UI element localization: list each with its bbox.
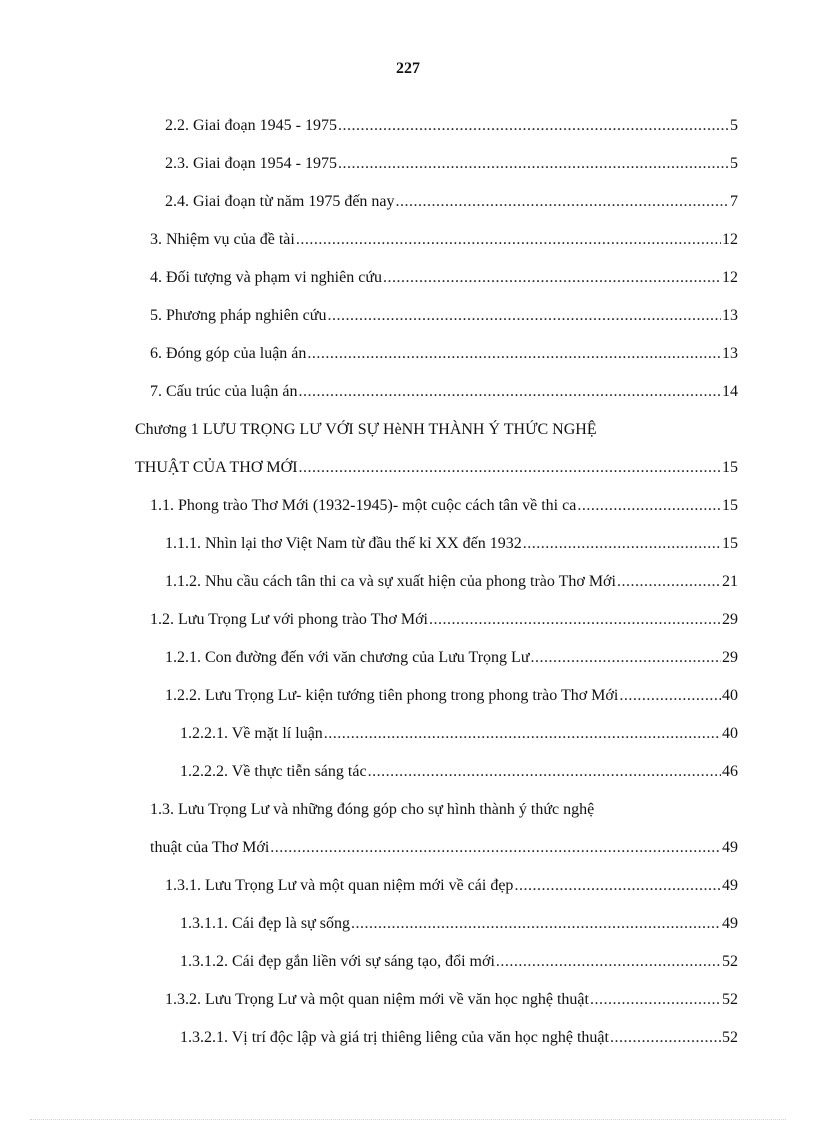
toc-entry-page: 15 — [722, 459, 738, 476]
toc-entry[interactable] — [0, 905, 816, 943]
toc-entry-page: 15 — [722, 535, 738, 552]
toc-entry-page: 49 — [722, 839, 738, 856]
toc-section-title-line1: 1.3. Lưu Trọng Lư và những đóng góp cho sự hình thành ý thức nghệ — [150, 801, 595, 818]
toc-entry[interactable] — [0, 1019, 816, 1057]
footer-divider — [30, 1119, 786, 1120]
toc-entry-title: 1.2.2. Lưu Trọng Lư- kiện tướng tiên phong trong phong trào Thơ Mới — [165, 687, 619, 704]
dot-leader — [296, 221, 721, 259]
toc-entry[interactable] — [0, 981, 816, 1019]
toc-entry[interactable] — [0, 601, 816, 639]
dot-leader — [429, 601, 721, 639]
dot-leader — [368, 753, 721, 791]
toc-entry-page: 12 — [722, 231, 738, 248]
toc-entry-title: 4. Đối tượng và phạm vi nghiên cứu — [150, 269, 382, 286]
dot-leader — [496, 943, 721, 981]
toc-entry-page: 12 — [722, 269, 738, 286]
toc-entry[interactable] — [0, 829, 816, 867]
toc-entry-title: 1.1. Phong trào Thơ Mới (1932-1945)- một cuộc cách tân về thi ca — [150, 497, 577, 514]
toc-entry[interactable] — [0, 639, 816, 677]
toc-entry[interactable] — [0, 677, 816, 715]
toc-entry-page: 40 — [722, 725, 738, 742]
toc-entry[interactable] — [0, 715, 816, 753]
page-number: 227 — [396, 60, 420, 77]
dot-leader — [610, 1019, 721, 1057]
toc-entry[interactable] — [0, 183, 816, 221]
toc-entry-title: 1.3.1.1. Cái đẹp là sự sống — [180, 915, 350, 932]
toc-entry[interactable] — [0, 335, 816, 373]
toc-entry-title: 2.3. Giai đoạn 1954 - 1975 — [165, 155, 337, 172]
toc-entry-page: 5 — [730, 155, 738, 172]
dot-leader — [617, 563, 721, 601]
toc-entry[interactable] — [0, 487, 816, 525]
toc-chapter-heading[interactable] — [0, 411, 816, 449]
toc-entry-page: 49 — [722, 915, 738, 932]
toc-entry-title: 3. Nhiệm vụ của đề tài — [150, 231, 295, 248]
toc-entry-title: 1.2.2.1. Về mặt lí luận — [180, 725, 323, 742]
toc-entry[interactable] — [0, 107, 816, 145]
toc-entry-page: 29 — [722, 611, 738, 628]
toc-entry-title: 1.3.2.1. Vị trí độc lập và giá trị thiêng liêng của văn học nghệ thuật — [180, 1029, 609, 1046]
toc-entry[interactable] — [0, 867, 816, 905]
dot-leader — [531, 639, 722, 677]
toc-entry-page: 49 — [722, 877, 738, 894]
toc-entry-title: 1.3.2. Lưu Trọng Lư và một quan niệm mới về văn học nghệ thuật — [165, 991, 589, 1008]
dot-leader — [270, 829, 721, 867]
dot-leader — [396, 183, 729, 221]
toc-entry-title: 6. Đóng góp của luận án — [150, 345, 307, 362]
toc-entry-page: 21 — [722, 573, 738, 590]
toc-entry-title: 2.4. Giai đoạn từ năm 1975 đến nay — [165, 193, 395, 210]
dot-leader — [327, 297, 721, 335]
toc-entry-page: 40 — [722, 687, 738, 704]
dot-leader — [338, 107, 729, 145]
dot-leader — [307, 335, 721, 373]
toc-entry-title: 7. Cấu trúc của luận án — [150, 383, 298, 400]
table-of-contents — [0, 107, 816, 1057]
toc-chapter-title-line1: Chương 1 LƯU TRỌNG LƯ VỚI SỰ HèNH THÀNH Ý THỨC NGHỆ — [135, 421, 597, 438]
dot-leader — [299, 449, 721, 487]
toc-entry-page: 52 — [722, 1029, 738, 1046]
toc-entry-title: 2.2. Giai đoạn 1945 - 1975 — [165, 117, 337, 134]
toc-entry[interactable] — [0, 259, 816, 297]
toc-entry-page: 52 — [722, 953, 738, 970]
toc-entry-page: 46 — [722, 763, 738, 780]
toc-entry[interactable] — [0, 943, 816, 981]
dot-leader — [338, 145, 729, 183]
toc-entry-title: 1.2.1. Con đường đến với văn chương của Lưu Trọng Lư — [165, 649, 530, 666]
dot-leader — [514, 867, 721, 905]
dot-leader — [577, 487, 721, 525]
toc-section-heading[interactable] — [0, 791, 816, 829]
toc-entry[interactable] — [0, 449, 816, 487]
dot-leader — [619, 677, 721, 715]
dot-leader — [590, 981, 721, 1019]
dot-leader — [324, 715, 721, 753]
toc-entry-page: 52 — [722, 991, 738, 1008]
toc-entry-title: 1.3.1. Lưu Trọng Lư và một quan niệm mới về cái đẹp — [165, 877, 514, 894]
toc-entry-title: 1.3.1.2. Cái đẹp gắn liền với sự sáng tạo, đổi mới — [180, 953, 495, 970]
toc-entry[interactable] — [0, 221, 816, 259]
toc-entry-title: 5. Phương pháp nghiên cứu — [150, 307, 327, 324]
dot-leader — [299, 373, 722, 411]
toc-entry-page: 13 — [722, 345, 738, 362]
toc-entry-page: 14 — [722, 383, 738, 400]
toc-chapter-title-line2: THUẬT CỦA THƠ MỚI — [135, 459, 298, 476]
toc-entry-page: 13 — [722, 307, 738, 324]
dot-leader — [351, 905, 721, 943]
toc-entry-page: 7 — [730, 193, 738, 210]
toc-entry[interactable] — [0, 297, 816, 335]
toc-entry-title: 1.2.2.2. Về thực tiễn sáng tác — [180, 763, 367, 780]
toc-entry[interactable] — [0, 753, 816, 791]
toc-entry[interactable] — [0, 525, 816, 563]
dot-leader — [523, 525, 721, 563]
toc-entry-title: 1.1.1. Nhìn lại thơ Việt Nam từ đầu thế kỉ XX đến 1932 — [165, 535, 522, 552]
toc-section-title-line2: thuật của Thơ Mới — [150, 839, 270, 856]
toc-entry-page: 15 — [722, 497, 738, 514]
toc-entry-title: 1.2. Lưu Trọng Lư với phong trào Thơ Mới — [150, 611, 428, 628]
toc-entry[interactable] — [0, 145, 816, 183]
toc-entry[interactable] — [0, 563, 816, 601]
toc-entry-title: 1.1.2. Nhu cầu cách tân thi ca và sự xuất hiện của phong trào Thơ Mới — [165, 573, 616, 590]
toc-entry[interactable] — [0, 373, 816, 411]
toc-entry-page: 5 — [730, 117, 738, 134]
dot-leader — [383, 259, 721, 297]
toc-entry-page: 29 — [722, 649, 738, 666]
